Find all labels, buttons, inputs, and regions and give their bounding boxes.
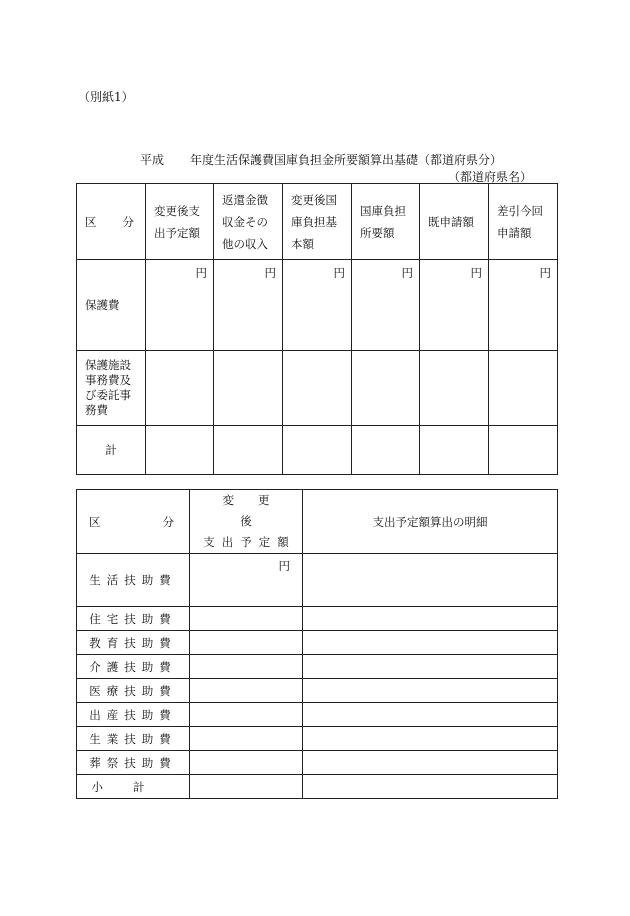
table-row bbox=[77, 260, 558, 351]
row-label-total: 計 bbox=[77, 426, 146, 475]
table-cell bbox=[303, 607, 558, 631]
row-label-protection: 保護費 bbox=[77, 260, 146, 351]
table-row bbox=[77, 426, 558, 475]
yen-unit: 円 bbox=[352, 260, 420, 351]
table-cell bbox=[489, 426, 558, 475]
header-required-amount: 国庫負担 所要額 bbox=[352, 184, 420, 260]
table-cell bbox=[283, 426, 352, 475]
row-label: 住宅扶助費 bbox=[77, 607, 190, 631]
table-cell bbox=[420, 351, 489, 426]
table-row bbox=[77, 351, 558, 426]
table-cell bbox=[190, 775, 303, 799]
table-row bbox=[77, 655, 558, 679]
table-cell bbox=[190, 727, 303, 751]
title-era: 平成 bbox=[140, 153, 165, 167]
table-cell bbox=[190, 655, 303, 679]
table-cell bbox=[303, 631, 558, 655]
table-cell bbox=[190, 751, 303, 775]
prefecture-label: （都道府県名） bbox=[447, 170, 532, 184]
row-label-subtotal: 小計 bbox=[77, 775, 190, 799]
yen-unit: 円 bbox=[489, 260, 558, 351]
header-after-change-expenditure: 変更後 支出予定額 bbox=[190, 490, 303, 554]
header-refund-income: 返還金徴 収金その 他の収入 bbox=[214, 184, 283, 260]
yen-unit: 円 bbox=[190, 554, 303, 607]
row-label: 医療扶助費 bbox=[77, 679, 190, 703]
table-row bbox=[77, 631, 558, 655]
table-cell bbox=[489, 351, 558, 426]
expenditure-detail-table bbox=[76, 489, 558, 799]
table-row bbox=[77, 727, 558, 751]
table-row bbox=[77, 751, 558, 775]
table-cell bbox=[146, 426, 214, 475]
attachment-label: （別紙1） bbox=[78, 90, 134, 104]
table-cell bbox=[214, 426, 283, 475]
header-current-application: 差引今回 申請額 bbox=[489, 184, 558, 260]
row-label: 介護扶助費 bbox=[77, 655, 190, 679]
table-cell bbox=[352, 351, 420, 426]
row-label: 生業扶助費 bbox=[77, 727, 190, 751]
row-label: 葬祭扶助費 bbox=[77, 751, 190, 775]
table-cell bbox=[283, 351, 352, 426]
table-cell bbox=[352, 426, 420, 475]
yen-unit: 円 bbox=[420, 260, 489, 351]
row-label: 生活扶助費 bbox=[77, 554, 190, 607]
table-cell bbox=[146, 351, 214, 426]
table-row bbox=[77, 554, 558, 607]
table-cell bbox=[303, 727, 558, 751]
table-cell bbox=[303, 554, 558, 607]
row-label: 教育扶助費 bbox=[77, 631, 190, 655]
table-cell bbox=[303, 751, 558, 775]
header-after-change-budget: 変更後支 出予定額 bbox=[146, 184, 214, 260]
table-cell bbox=[190, 679, 303, 703]
table-cell bbox=[303, 655, 558, 679]
header-after-change-base: 変更後国 庫負担基 本額 bbox=[283, 184, 352, 260]
header-kubun: 区 分 bbox=[77, 184, 146, 260]
table-row bbox=[77, 607, 558, 631]
title-main: 年度生活保護費国庫負担金所要額算出基礎（都道府県分） bbox=[190, 153, 503, 167]
header-already-applied: 既申請額 bbox=[420, 184, 489, 260]
table-cell bbox=[214, 351, 283, 426]
row-label: 出産扶助費 bbox=[77, 703, 190, 727]
table-cell bbox=[190, 703, 303, 727]
row-label-facility: 保護施設 事務費及 び委託事 務費 bbox=[77, 351, 146, 426]
yen-unit: 円 bbox=[214, 260, 283, 351]
yen-unit: 円 bbox=[283, 260, 352, 351]
table-row bbox=[77, 703, 558, 727]
table-cell bbox=[303, 775, 558, 799]
table-row bbox=[77, 775, 558, 799]
header-calculation-details: 支出予定額算出の明細 bbox=[303, 490, 558, 554]
table-cell bbox=[190, 631, 303, 655]
yen-unit: 円 bbox=[146, 260, 214, 351]
table-cell bbox=[420, 426, 489, 475]
table-cell bbox=[303, 703, 558, 727]
table-row bbox=[77, 679, 558, 703]
table-cell bbox=[303, 679, 558, 703]
table-cell bbox=[190, 607, 303, 631]
document-title bbox=[140, 151, 502, 168]
header-kubun: 区 分 bbox=[77, 490, 190, 554]
funding-basis-table bbox=[76, 183, 558, 475]
